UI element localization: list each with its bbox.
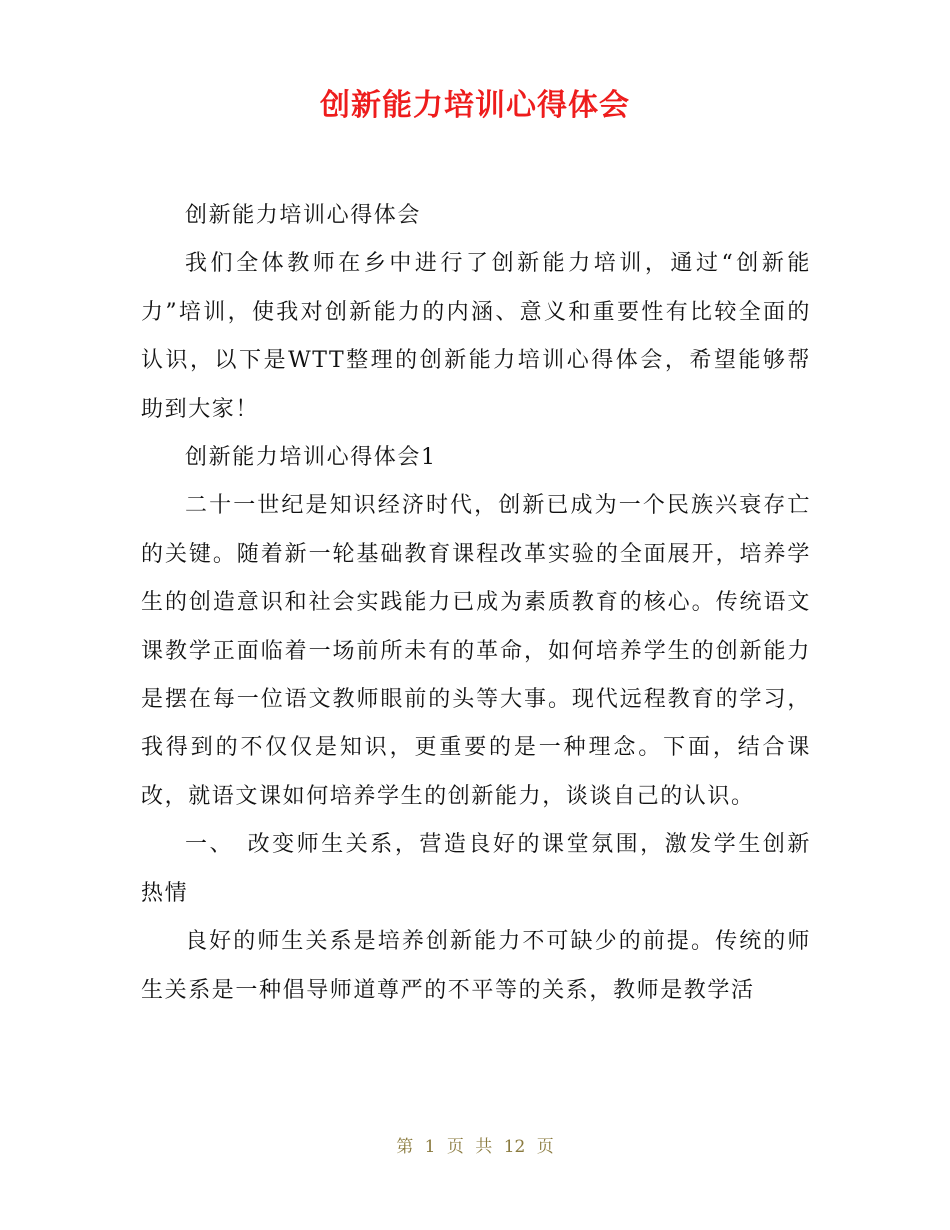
paragraph-subtitle: 创新能力培训心得体会 [185, 203, 422, 228]
paragraph-body: 良好的师生关系是培养创新能力不可缺少的前提。传统的师生关系是一种倡导师道尊严的不平等的关系，教师是教学活 [141, 929, 811, 1003]
page-footer: 第 1 页 共 12 页 [396, 1137, 554, 1157]
document-body [141, 192, 811, 1015]
document-title: 创新能力培训心得体会 [320, 88, 630, 123]
paragraph-intro: 我们全体教师在乡中进行了创新能力培训，通过“创新能力”培训，使我对创新能力的内涵、意义和重要性有比较全面的认识，以下是WTT整理的创新能力培训心得体会，希望能够帮助到大家！ [141, 251, 811, 422]
paragraph-body: 二十一世纪是知识经济时代，创新已成为一个民族兴衰存亡的关键。随着新一轮基础教育课程改革实验的全面展开，培养学生的创造意识和社会实践能力已成为素质教育的核心。传统语文课教学正面临着一场前所未有的革命，如何培养学生的创新能力是摆在每一位语文教师眼前的头等大事。现代远程教育的学习，我得到的不仅仅是知识，更重要的是一种理念。下面，结合课改，就语文课如何培养学生的创新能力，谈谈自己的认识。 [141, 493, 811, 809]
paragraph-point-heading: 一、 改变师生关系，营造良好的课堂氛围，激发学生创新热情 [141, 832, 811, 906]
paragraph-section-heading: 创新能力培训心得体会1 [185, 445, 437, 471]
